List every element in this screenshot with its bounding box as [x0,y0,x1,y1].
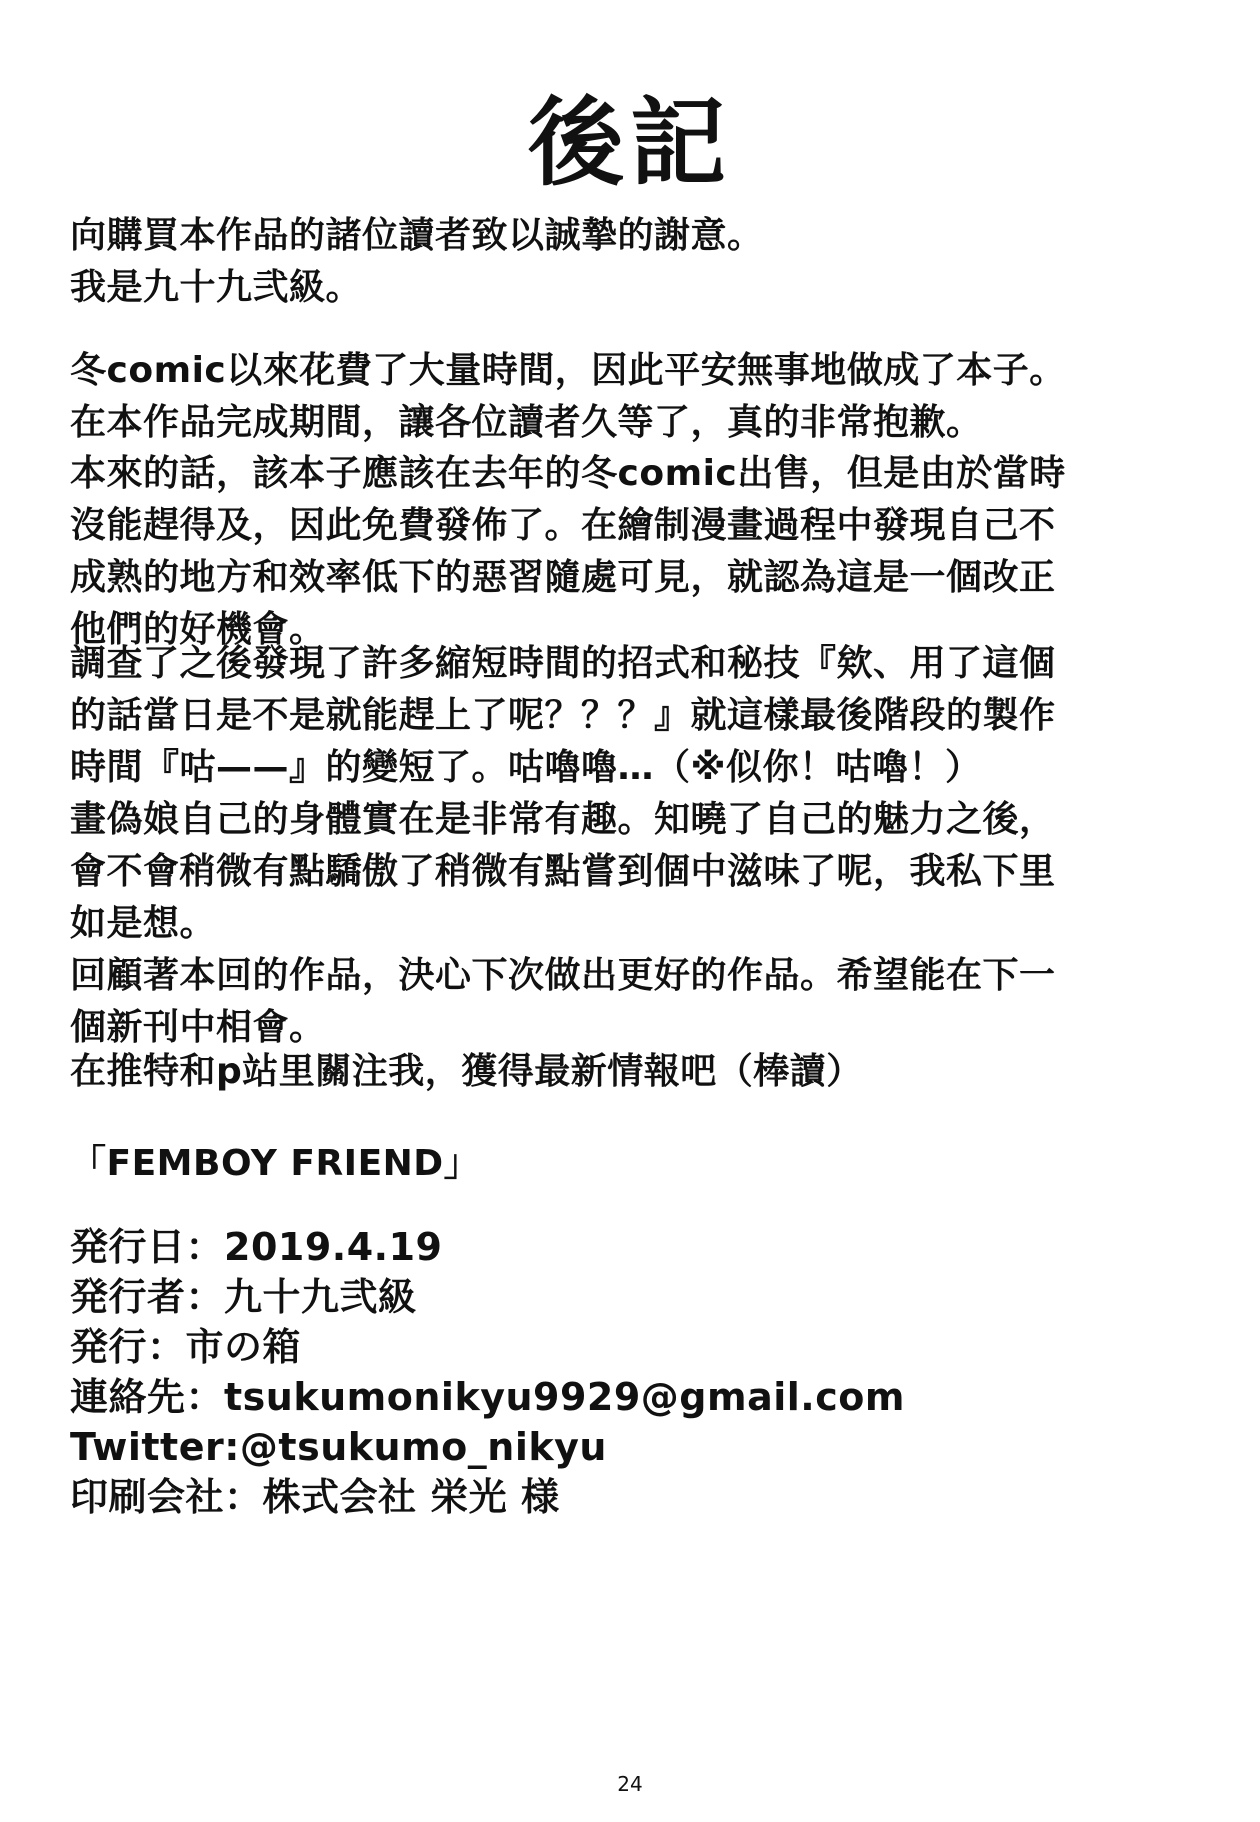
colophon-line: 印刷会社：株式会社 栄光 様 [70,1475,560,1519]
text-line: 的話當日是不是就能趕上了呢？？？』就這樣最後階段的製作 [70,695,1056,736]
paragraph-follow [70,1046,1210,1098]
paragraph-work-title [70,1138,1210,1190]
text-line: 本來的話，該本子應該在去年的冬comic出售，但是由於當時 [70,453,1066,494]
text-line: 向購買本作品的諸位讀者致以誠摯的謝意。 [70,215,764,256]
colophon-line: 発行日：2019.4.19 [70,1225,443,1269]
text-line: 冬comic以來花費了大量時間，因此平安無事地做成了本子。 [70,350,1066,391]
text-line: 如是想。 [70,903,217,944]
colophon-line: 発行：市の箱 [70,1325,302,1369]
text-line: 我是九十九弐級。 [70,267,363,308]
text-line: 成熟的地方和效率低下的惡習隨處可見，就認為這是一個改正 [70,557,1056,598]
text-line: 沒能趕得及，因此免費發佈了。在繪制漫畫過程中發現自己不 [70,505,1056,546]
colophon-line: 発行者：九十九弐級 [70,1275,417,1319]
text-line: 會不會稍微有點驕傲了稍微有點嘗到個中滋味了呢，我私下里 [70,851,1056,892]
paragraph-process [70,638,1210,1054]
colophon-line: Twitter:@tsukumo_nikyu [70,1425,607,1469]
colophon [70,1222,1210,1522]
paragraph-background [70,448,1210,656]
text-line: 回顧著本回的作品，決心下次做出更好的作品。希望能在下一 [70,955,1056,996]
text-line: 他們的好機會。 [70,609,326,650]
text-line: 個新刊中相會。 [70,1007,326,1048]
page-number: 24 [617,1772,643,1796]
text-line: 調查了之後發現了許多縮短時間的招式和秘技『欸、用了這個 [70,643,1056,684]
text-line: 在推特和p站里關注我，獲得最新情報吧（棒讀） [70,1051,863,1092]
text-line: 「FEMBOY FRIEND」 [70,1143,481,1184]
paragraph-greeting [70,210,1210,314]
text-line: 時間『咕——』的變短了。咕嚕嚕…（※似你！咕嚕！） [70,747,982,788]
text-line: 在本作品完成期間，讓各位讀者久等了，真的非常抱歉。 [70,402,983,443]
page-title: 後記 [528,87,732,199]
colophon-line: 連絡先：tsukumonikyu9929@gmail.com [70,1375,905,1419]
text-line: 畫偽娘自己的身體實在是非常有趣。知曉了自己的魅力之後， [70,799,1056,840]
paragraph-completion [70,345,1210,449]
